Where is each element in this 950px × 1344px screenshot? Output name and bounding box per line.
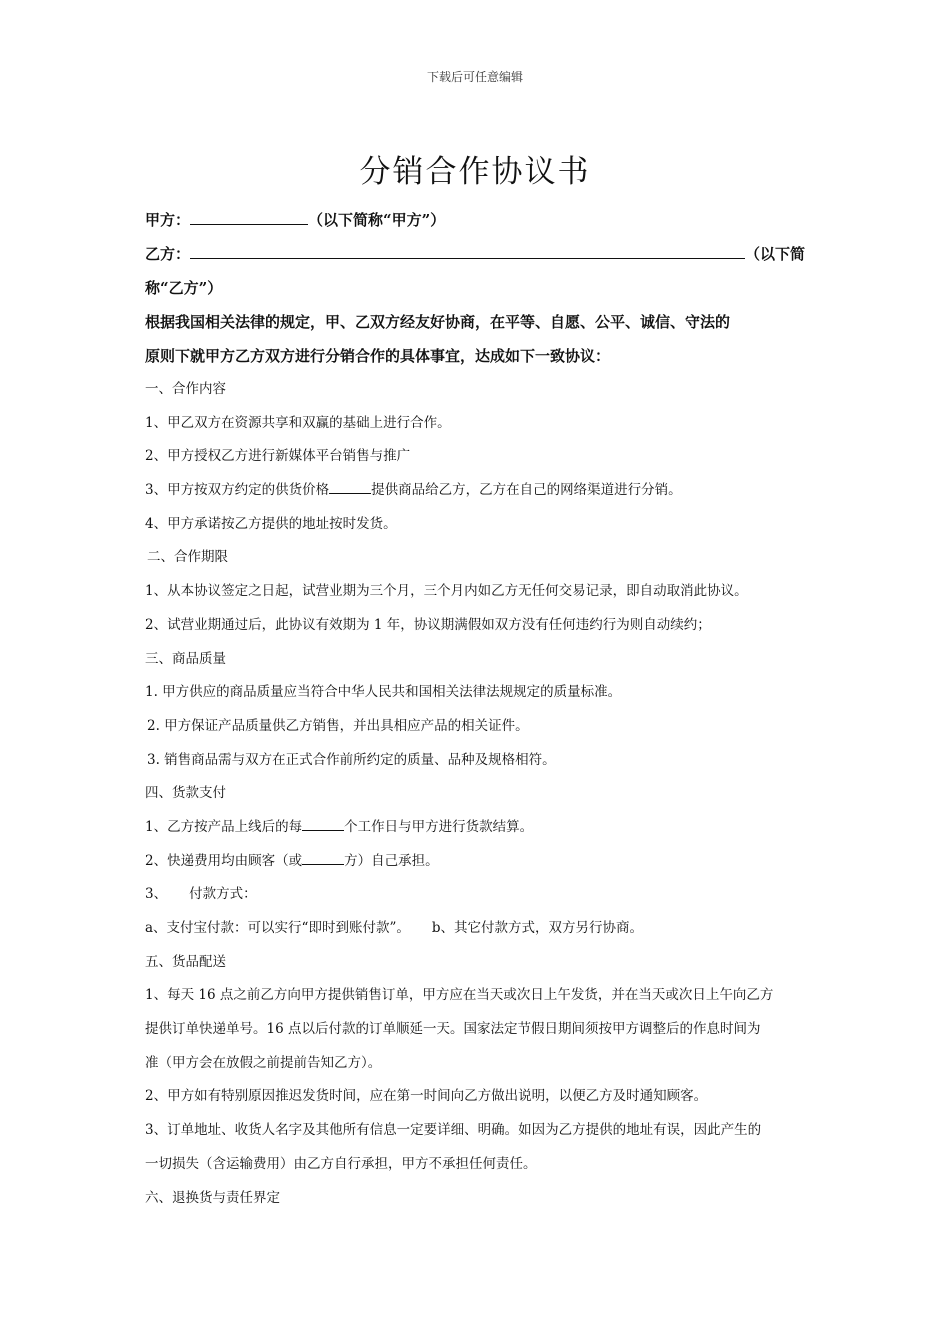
list-item: 4、甲方承诺按乙方提供的地址按时发货。	[145, 515, 397, 532]
list-item: 1、从本协议签定之日起，试营业期为三个月，三个月内如乙方无任何交易记录，即自动取消此协议。	[145, 583, 748, 600]
section-heading: 四、货款支付	[145, 785, 226, 802]
item-text: 2、快递费用均由顾客（或	[145, 852, 303, 869]
document-title: 分销合作协议书	[359, 154, 591, 190]
party-a-line	[145, 203, 805, 237]
payment-option-a: a、支付宝付款：可以实行“即时到账付款”。	[145, 920, 410, 936]
item-text: 提供商品给乙方，乙方在自己的网络渠道进行分销。	[371, 482, 682, 499]
payment-option-b: b、其它付款方式，双方另行协商。	[431, 920, 644, 936]
list-item: 2、甲方授权乙方进行新媒体平台销售与推广	[145, 448, 411, 465]
paragraph-line: 1、每天 16 点之前乙方向甲方提供销售订单，甲方应在当天或次日上午发货，并在当天或次日上午向乙方	[145, 987, 774, 1004]
item-text: 1、乙方按产品上线后的每	[145, 818, 303, 835]
party-b-suffix: （以下简	[744, 245, 805, 263]
party-b-suffix-cont: 称“乙方”）	[145, 279, 223, 297]
party-a-blank	[190, 223, 308, 225]
list-item	[145, 912, 805, 946]
preamble-line-1: 根据我国相关法律的规定，甲、乙双方经友好协商，在平等、自愿、公平、诚信、守法的	[145, 313, 731, 331]
party-b-label: 乙方：	[145, 245, 191, 263]
list-item: 2、甲方如有特别原因推迟发货时间，应在第一时间向乙方做出说明，以便乙方及时通知顾客。	[145, 1088, 708, 1105]
shipping-payer-blank	[302, 863, 344, 865]
list-item: 2、试营业期通过后，此协议有效期为 1 年，协议期满假如双方没有任何违约行为则自动续约；	[145, 616, 711, 633]
settlement-days-blank	[302, 829, 344, 831]
list-item: 1、甲乙双方在资源共享和双赢的基础上进行合作。	[145, 414, 451, 431]
section-heading: 三、商品质量	[145, 650, 226, 667]
party-a-label: 甲方：	[145, 211, 191, 229]
section-heading: 六、退换货与责任界定	[145, 1189, 280, 1206]
item-text: 个工作日与甲方进行货款结算。	[344, 818, 534, 835]
paragraph-line: 准（甲方会在放假之前提前告知乙方）。	[145, 1054, 382, 1071]
party-b-blank	[190, 257, 745, 259]
item-text: 付款方式：	[189, 886, 257, 903]
supply-price-blank	[329, 492, 371, 494]
document-body	[145, 203, 805, 1215]
list-item: 1. 甲方供应的商品质量应当符合中华人民共和国相关法律法规规定的质量标准。	[145, 684, 622, 701]
header-note: 下载后可任意编辑	[426, 70, 523, 84]
list-item	[145, 811, 805, 845]
section-heading: 二、合作期限	[147, 549, 228, 566]
item-text: 方）自己承担。	[344, 852, 439, 869]
party-b-line	[145, 237, 805, 271]
list-item	[145, 474, 805, 508]
item-text: 3、甲方按双方约定的供货价格	[145, 482, 330, 499]
item-number: 3、	[145, 886, 168, 903]
section-heading: 一、合作内容	[145, 381, 226, 397]
party-a-suffix: （以下简称“甲方”）	[308, 211, 446, 229]
section-heading: 五、货品配送	[145, 953, 226, 970]
paragraph-line: 一切损失（含运输费用）由乙方自行承担，甲方不承担任何责任。	[145, 1155, 537, 1172]
paragraph-line: 提供订单快递单号。16 点以后付款的订单顺延一天。国家法定节假日期间须按甲方调整后的作息时间为	[145, 1021, 761, 1038]
list-item	[145, 845, 805, 879]
list-item: 3. 销售商品需与双方在正式合作前所约定的质量、品种及规格相符。	[147, 751, 556, 768]
paragraph-line: 3、订单地址、收货人名字及其他所有信息一定要详细、明确。如因为乙方提供的地址有误，因此产生的	[145, 1122, 762, 1139]
list-item: 2. 甲方保证产品质量供乙方销售，并出具相应产品的相关证件。	[147, 717, 529, 734]
preamble-line-2: 原则下就甲方乙方双方进行分销合作的具体事宜，达成如下一致协议：	[145, 347, 611, 365]
list-item	[145, 878, 805, 912]
